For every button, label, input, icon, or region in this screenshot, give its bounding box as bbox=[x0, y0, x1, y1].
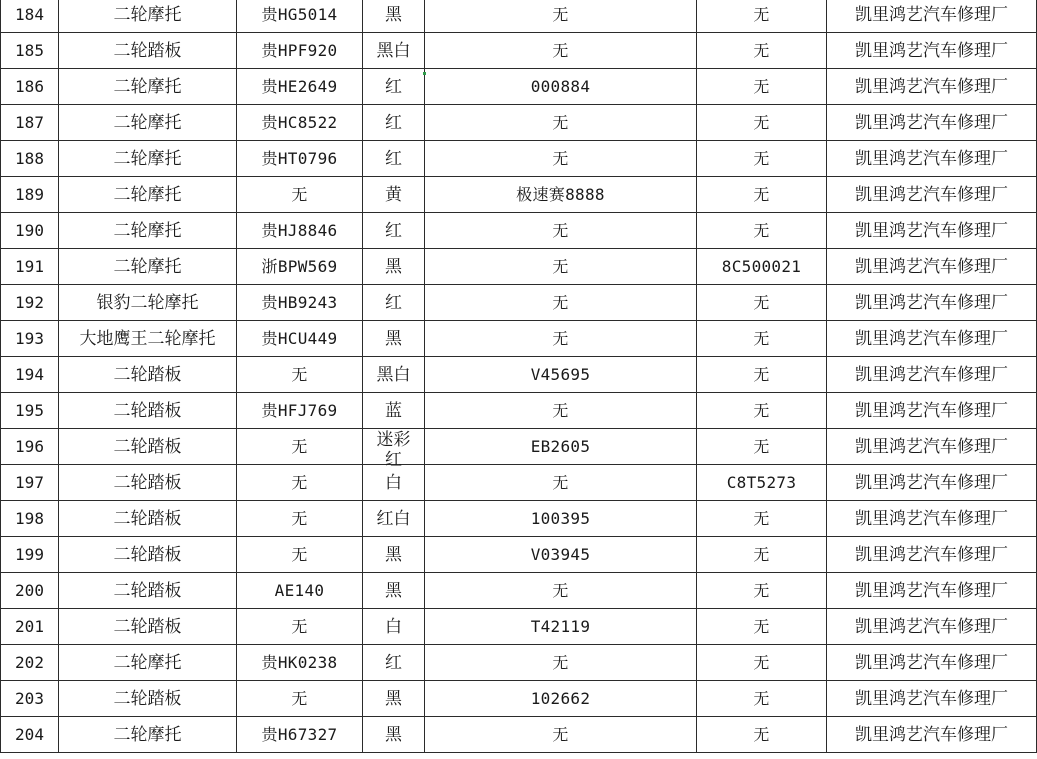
engine-number-cell: 无 bbox=[697, 393, 827, 429]
vehicle-color-cell: 黑 bbox=[363, 537, 425, 573]
vehicle-type-cell: 二轮踏板 bbox=[59, 429, 237, 465]
row-number-cell: 189 bbox=[1, 177, 59, 213]
vehicle-color-cell: 红 bbox=[363, 141, 425, 177]
owner-cell: 凯里鸿艺汽车修理厂 bbox=[827, 357, 1037, 393]
plate-number-cell: 贵HJ8846 bbox=[237, 213, 363, 249]
table-row bbox=[1, 645, 1037, 681]
vehicle-type-cell: 二轮踏板 bbox=[59, 501, 237, 537]
engine-number-cell: 无 bbox=[697, 33, 827, 69]
vehicle-type-cell: 银豹二轮摩托 bbox=[59, 285, 237, 321]
engine-number-cell: 无 bbox=[697, 429, 827, 465]
engine-number-cell: 无 bbox=[697, 501, 827, 537]
row-number-cell: 193 bbox=[1, 321, 59, 357]
owner-cell: 凯里鸿艺汽车修理厂 bbox=[827, 537, 1037, 573]
row-number-cell: 188 bbox=[1, 141, 59, 177]
plate-number-cell: 无 bbox=[237, 537, 363, 573]
row-number-cell: 185 bbox=[1, 33, 59, 69]
frame-number-cell: V03945 bbox=[425, 537, 697, 573]
row-number-cell: 186 bbox=[1, 69, 59, 105]
engine-number-cell: 无 bbox=[697, 0, 827, 33]
plate-number-cell: 贵HG5014 bbox=[237, 0, 363, 33]
vehicle-color-cell: 红 bbox=[363, 645, 425, 681]
vehicle-color-cell: 黑 bbox=[363, 249, 425, 285]
row-number-cell: 201 bbox=[1, 609, 59, 645]
engine-number-cell: 无 bbox=[697, 645, 827, 681]
table-row bbox=[1, 393, 1037, 429]
row-number-cell: 194 bbox=[1, 357, 59, 393]
frame-number-cell: 无 bbox=[425, 717, 697, 753]
engine-number-cell: 无 bbox=[697, 609, 827, 645]
row-number-cell: 184 bbox=[1, 0, 59, 33]
vehicle-type-cell: 二轮摩托 bbox=[59, 249, 237, 285]
table-row bbox=[1, 609, 1037, 645]
vehicle-type-cell: 大地鹰王二轮摩托 bbox=[59, 321, 237, 357]
row-number-cell: 197 bbox=[1, 465, 59, 501]
vehicle-type-cell: 二轮踏板 bbox=[59, 681, 237, 717]
vehicle-color-cell: 黄 bbox=[363, 177, 425, 213]
table-row bbox=[1, 249, 1037, 285]
vehicle-color-cell: 红 bbox=[363, 69, 425, 105]
plate-number-cell: 无 bbox=[237, 609, 363, 645]
frame-number-cell: 无 bbox=[425, 0, 697, 33]
vehicle-color-cell bbox=[363, 429, 425, 470]
cell-error-marker bbox=[423, 72, 426, 75]
frame-number-cell: 无 bbox=[425, 213, 697, 249]
vehicle-type-cell: 二轮踏板 bbox=[59, 393, 237, 429]
vehicle-color-cell: 红白 bbox=[363, 501, 425, 537]
row-number-cell: 202 bbox=[1, 645, 59, 681]
vehicle-type-cell: 二轮踏板 bbox=[59, 609, 237, 645]
owner-cell: 凯里鸿艺汽车修理厂 bbox=[827, 177, 1037, 213]
vehicle-color-cell: 红 bbox=[363, 285, 425, 321]
table-row bbox=[1, 177, 1037, 213]
table-body bbox=[1, 0, 1037, 753]
table-row bbox=[1, 285, 1037, 321]
table-row bbox=[1, 105, 1037, 141]
engine-number-cell: 无 bbox=[697, 177, 827, 213]
vehicle-color-cell: 白 bbox=[363, 609, 425, 645]
row-number-cell: 192 bbox=[1, 285, 59, 321]
row-number-cell: 195 bbox=[1, 393, 59, 429]
vehicle-color-cell: 蓝 bbox=[363, 393, 425, 429]
plate-number-cell: 无 bbox=[237, 681, 363, 717]
row-number-cell: 191 bbox=[1, 249, 59, 285]
table-row bbox=[1, 69, 1037, 105]
owner-cell: 凯里鸿艺汽车修理厂 bbox=[827, 681, 1037, 717]
vehicle-color-cell: 黑 bbox=[363, 717, 425, 753]
owner-cell: 凯里鸿艺汽车修理厂 bbox=[827, 321, 1037, 357]
vehicle-type-cell: 二轮踏板 bbox=[59, 537, 237, 573]
vehicle-color-cell: 黑 bbox=[363, 681, 425, 717]
vehicle-color-cell: 红 bbox=[363, 105, 425, 141]
owner-cell: 凯里鸿艺汽车修理厂 bbox=[827, 213, 1037, 249]
vehicle-type-cell: 二轮摩托 bbox=[59, 645, 237, 681]
plate-number-cell: 贵HC8522 bbox=[237, 105, 363, 141]
row-number-cell: 190 bbox=[1, 213, 59, 249]
vehicle-type-cell: 二轮踏板 bbox=[59, 33, 237, 69]
frame-number-cell: EB2605 bbox=[425, 429, 697, 465]
frame-number-cell: 000884 bbox=[425, 69, 697, 105]
plate-number-cell: 无 bbox=[237, 177, 363, 213]
owner-cell: 凯里鸿艺汽车修理厂 bbox=[827, 285, 1037, 321]
plate-number-cell: 贵HCU449 bbox=[237, 321, 363, 357]
vehicle-type-cell: 二轮摩托 bbox=[59, 213, 237, 249]
plate-number-cell: 贵HE2649 bbox=[237, 69, 363, 105]
table-row bbox=[1, 141, 1037, 177]
row-number-cell: 200 bbox=[1, 573, 59, 609]
plate-number-cell: 无 bbox=[237, 429, 363, 465]
engine-number-cell: 无 bbox=[697, 717, 827, 753]
engine-number-cell: 无 bbox=[697, 357, 827, 393]
table-row bbox=[1, 681, 1037, 717]
vehicle-type-cell: 二轮摩托 bbox=[59, 177, 237, 213]
plate-number-cell: 贵HB9243 bbox=[237, 285, 363, 321]
engine-number-cell: 无 bbox=[697, 573, 827, 609]
table-row bbox=[1, 0, 1037, 33]
vehicle-color-cell: 白 bbox=[363, 465, 425, 501]
frame-number-cell: 无 bbox=[425, 33, 697, 69]
frame-number-cell: 无 bbox=[425, 393, 697, 429]
frame-number-cell: 无 bbox=[425, 321, 697, 357]
engine-number-cell: 8C500021 bbox=[697, 249, 827, 285]
frame-number-cell: 100395 bbox=[425, 501, 697, 537]
vehicle-type-cell: 二轮摩托 bbox=[59, 141, 237, 177]
row-number-cell: 203 bbox=[1, 681, 59, 717]
owner-cell: 凯里鸿艺汽车修理厂 bbox=[827, 609, 1037, 645]
vehicle-color-cell: 黑 bbox=[363, 0, 425, 33]
owner-cell: 凯里鸿艺汽车修理厂 bbox=[827, 249, 1037, 285]
plate-number-cell: 贵HT0796 bbox=[237, 141, 363, 177]
owner-cell: 凯里鸿艺汽车修理厂 bbox=[827, 501, 1037, 537]
engine-number-cell: 无 bbox=[697, 69, 827, 105]
row-number-cell: 198 bbox=[1, 501, 59, 537]
owner-cell: 凯里鸿艺汽车修理厂 bbox=[827, 69, 1037, 105]
row-number-cell: 187 bbox=[1, 105, 59, 141]
table-row bbox=[1, 465, 1037, 501]
frame-number-cell: 无 bbox=[425, 105, 697, 141]
vehicle-color-cell: 黑白 bbox=[363, 33, 425, 69]
engine-number-cell: 无 bbox=[697, 537, 827, 573]
engine-number-cell: C8T5273 bbox=[697, 465, 827, 501]
vehicle-type-cell: 二轮摩托 bbox=[59, 0, 237, 33]
plate-number-cell: AE140 bbox=[237, 573, 363, 609]
frame-number-cell: 无 bbox=[425, 141, 697, 177]
plate-number-cell: 贵HK0238 bbox=[237, 645, 363, 681]
table-row bbox=[1, 429, 1037, 465]
owner-cell: 凯里鸿艺汽车修理厂 bbox=[827, 393, 1037, 429]
frame-number-cell: 无 bbox=[425, 249, 697, 285]
owner-cell: 凯里鸿艺汽车修理厂 bbox=[827, 105, 1037, 141]
frame-number-cell: V45695 bbox=[425, 357, 697, 393]
engine-number-cell: 无 bbox=[697, 681, 827, 717]
frame-number-cell: 102662 bbox=[425, 681, 697, 717]
vehicle-type-cell: 二轮踏板 bbox=[59, 465, 237, 501]
owner-cell: 凯里鸿艺汽车修理厂 bbox=[827, 33, 1037, 69]
table-row bbox=[1, 33, 1037, 69]
owner-cell: 凯里鸿艺汽车修理厂 bbox=[827, 141, 1037, 177]
row-number-cell: 196 bbox=[1, 429, 59, 465]
frame-number-cell: 无 bbox=[425, 645, 697, 681]
frame-number-cell: 无 bbox=[425, 285, 697, 321]
table-row bbox=[1, 537, 1037, 573]
owner-cell: 凯里鸿艺汽车修理厂 bbox=[827, 465, 1037, 501]
engine-number-cell: 无 bbox=[697, 285, 827, 321]
owner-cell: 凯里鸿艺汽车修理厂 bbox=[827, 717, 1037, 753]
vehicle-type-cell: 二轮踏板 bbox=[59, 357, 237, 393]
plate-number-cell: 无 bbox=[237, 357, 363, 393]
owner-cell: 凯里鸿艺汽车修理厂 bbox=[827, 0, 1037, 33]
row-number-cell: 204 bbox=[1, 717, 59, 753]
frame-number-cell: T42119 bbox=[425, 609, 697, 645]
vehicle-color-cell: 红 bbox=[363, 213, 425, 249]
frame-number-cell: 无 bbox=[425, 573, 697, 609]
engine-number-cell: 无 bbox=[697, 105, 827, 141]
owner-cell: 凯里鸿艺汽车修理厂 bbox=[827, 429, 1037, 465]
table-row bbox=[1, 573, 1037, 609]
owner-cell: 凯里鸿艺汽车修理厂 bbox=[827, 573, 1037, 609]
frame-number-cell: 极速赛8888 bbox=[425, 177, 697, 213]
frame-number-cell: 无 bbox=[425, 465, 697, 501]
engine-number-cell: 无 bbox=[697, 213, 827, 249]
vehicle-type-cell: 二轮摩托 bbox=[59, 717, 237, 753]
plate-number-cell: 浙BPW569 bbox=[237, 249, 363, 285]
engine-number-cell: 无 bbox=[697, 321, 827, 357]
vehicle-color-cell: 黑白 bbox=[363, 357, 425, 393]
table-row bbox=[1, 321, 1037, 357]
plate-number-cell: 无 bbox=[237, 501, 363, 537]
plate-number-cell: 贵HFJ769 bbox=[237, 393, 363, 429]
vehicle-color-cell: 黑 bbox=[363, 573, 425, 609]
engine-number-cell: 无 bbox=[697, 141, 827, 177]
vehicle-type-cell: 二轮摩托 bbox=[59, 69, 237, 105]
vehicle-color-text: 迷彩红 bbox=[376, 429, 411, 470]
row-number-cell: 199 bbox=[1, 537, 59, 573]
plate-number-cell: 贵HPF920 bbox=[237, 33, 363, 69]
vehicle-type-cell: 二轮踏板 bbox=[59, 573, 237, 609]
plate-number-cell: 贵H67327 bbox=[237, 717, 363, 753]
vehicle-type-cell: 二轮摩托 bbox=[59, 105, 237, 141]
table-row bbox=[1, 717, 1037, 753]
table-row bbox=[1, 501, 1037, 537]
table-row bbox=[1, 357, 1037, 393]
owner-cell: 凯里鸿艺汽车修理厂 bbox=[827, 645, 1037, 681]
plate-number-cell: 无 bbox=[237, 465, 363, 501]
table-row bbox=[1, 213, 1037, 249]
vehicle-color-cell: 黑 bbox=[363, 321, 425, 357]
